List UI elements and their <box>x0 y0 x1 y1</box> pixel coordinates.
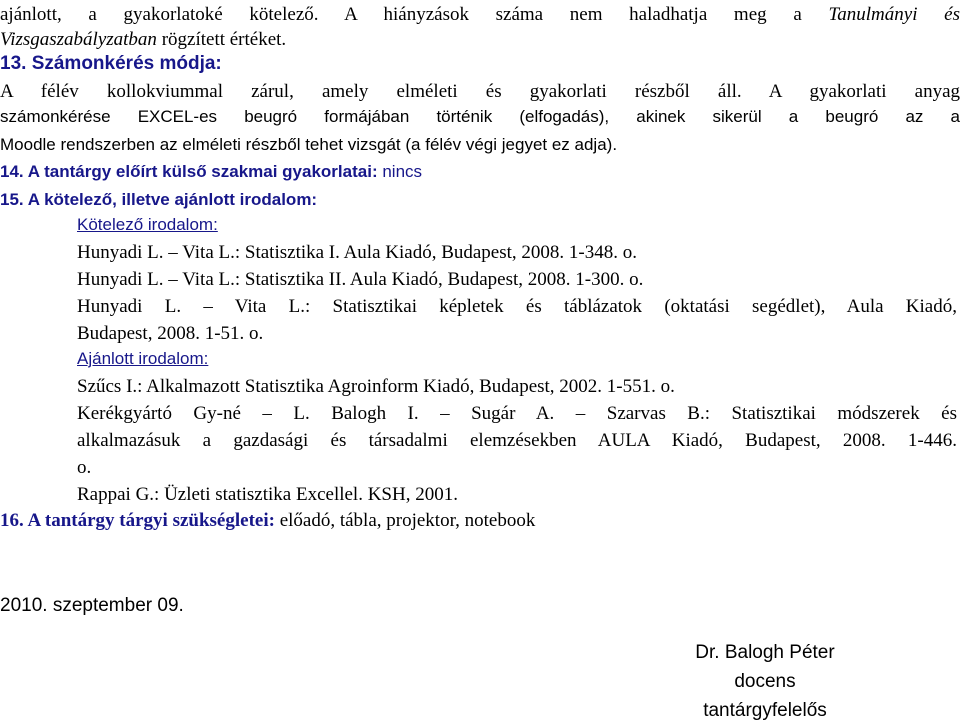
text-line: Moodle rendszerben az elméleti részből tehet vizsgát (a félév végi jegyet ez adja). <box>0 135 618 154</box>
reference-item: Kerékgyártó Gy-né – L. Balogh I. – Sugár A. – Szarvas B.: Statisztikai módszerek és <box>77 403 957 424</box>
signature-name: Dr. Balogh Péter <box>695 642 835 663</box>
text-line <box>0 106 960 127</box>
reference-item: Rappai G.: Üzleti statisztika Excellel. KSH, 2001. <box>77 484 458 505</box>
section-heading-14 <box>0 161 960 182</box>
reference-item: alkalmazásuk a gazdasági és társadalmi elemzésekben AULA Kiadó, Budapest, 2008. 1-446. <box>77 430 957 451</box>
section-heading-16 <box>0 509 960 533</box>
text-line <box>0 28 960 52</box>
signature-title: docens <box>734 671 796 692</box>
text-span: számonkérése EXCEL-es beugró formájában történik (elfogadás), akinek sikerül a beugró az a <box>0 107 960 126</box>
heading-value: nincs <box>377 162 423 181</box>
subheading-recommended: Ajánlott irodalom: <box>77 349 209 368</box>
text-line: A félév kollokviummal zárul, amely elméleti és gyakorlati részből áll. A gyakorlati anyag <box>0 81 960 102</box>
signature-role: tantárgyfelelős <box>703 700 827 721</box>
text-line <box>0 3 960 27</box>
heading-label: 16. A tantárgy tárgyi szükségletei: <box>0 510 275 531</box>
italic-text: Tanulmányi és <box>828 4 960 25</box>
date: 2010. szeptember 09. <box>0 595 184 616</box>
section-heading-13: 13. Számonkérés módja: <box>0 53 222 74</box>
section-heading-15: 15. A kötelező, illetve ajánlott irodalom: <box>0 190 318 209</box>
reference-item: o. <box>77 457 92 478</box>
italic-text: Vizsgaszabályzatban <box>0 29 157 50</box>
text-span: rögzített értéket. <box>156 29 287 50</box>
reference-item: Hunyadi L. – Vita L.: Statisztika II. Aula Kiadó, Budapest, 2008. 1-300. o. <box>77 269 644 290</box>
reference-item: Szűcs I.: Alkalmazott Statisztika Agroinform Kiadó, Budapest, 2002. 1-551. o. <box>77 376 675 397</box>
heading-value: előadó, tábla, projektor, notebook <box>274 510 536 531</box>
reference-item: Hunyadi L. – Vita L.: Statisztika I. Aula Kiadó, Budapest, 2008. 1-348. o. <box>77 242 637 263</box>
reference-item: Budapest, 2008. 1-51. o. <box>77 323 264 344</box>
subheading-mandatory: Kötelező irodalom: <box>77 215 218 234</box>
heading-label: 14. A tantárgy előírt külső szakmai gyakorlatai: <box>0 162 378 181</box>
reference-item: Hunyadi L. – Vita L.: Statisztikai képletek és táblázatok (oktatási segédlet), Aula Kiadó, <box>77 296 957 317</box>
text-span: ajánlott, a gyakorlatoké kötelező. A hiányzások száma nem haladhatja meg a <box>0 4 829 25</box>
